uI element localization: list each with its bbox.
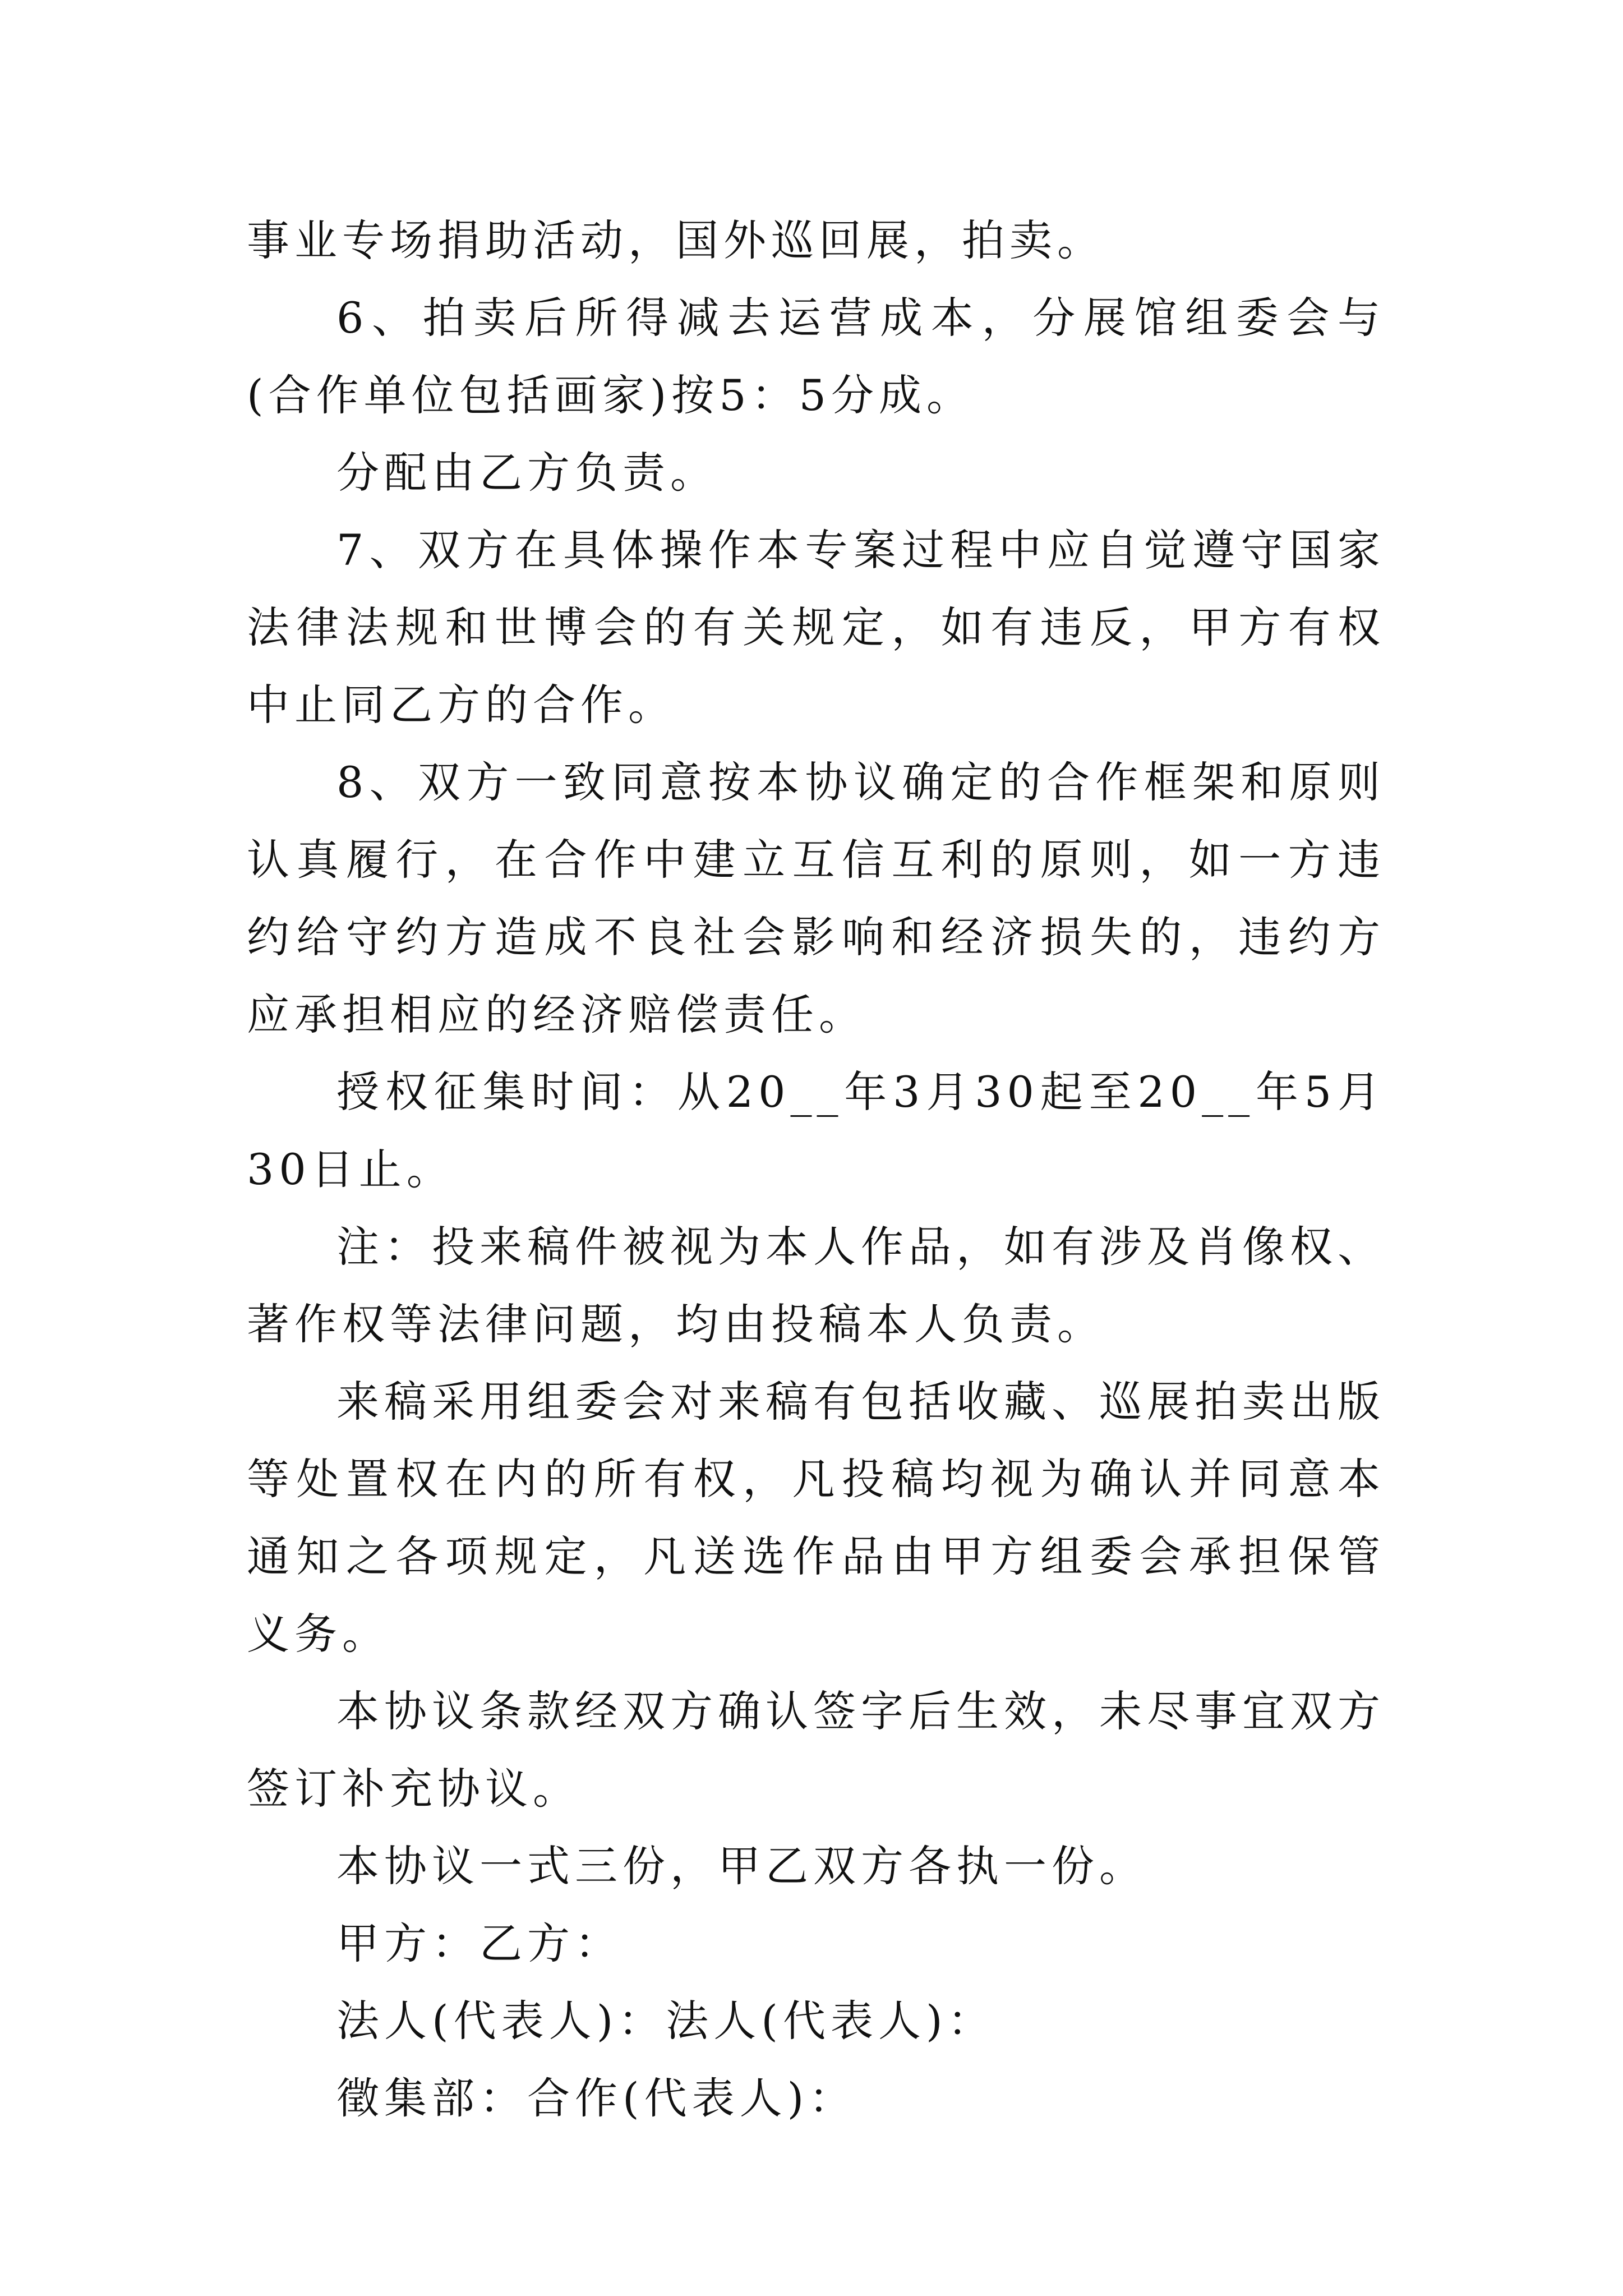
effectiveness-paragraph: 本协议条款经双方确认签字后生效，未尽事宜双方签订补充协议。 — [247, 1686, 1385, 1814]
distribution-paragraph: 分配由乙方负责。 — [336, 448, 718, 498]
party-signature-line: 甲方：乙方： — [336, 1918, 623, 1968]
clause-7-paragraph: 7、双方在具体操作本专案过程中应自觉遵守国家法律法规和世博会的有关规定，如有违反，甲方有权中止同乙方的合作。 — [247, 525, 1385, 730]
note-paragraph: 注：投来稿件被视为本人作品，如有涉及肖像权、著作权等法律问题，均由投稿本人负责。 — [247, 1222, 1385, 1349]
collection-department-line: 徵集部：合作(代表人)： — [336, 2073, 857, 2123]
legal-representative-line: 法人(代表人)：法人(代表人)： — [336, 1996, 995, 2046]
document-body — [247, 202, 1385, 2137]
submission-rights-paragraph: 来稿采用组委会对来稿有包括收藏、巡展拍卖出版等处置权在内的所有权，凡投稿均视为确认并同意本通知之各项规定，凡送选作品由甲方组委会承担保管义务。 — [247, 1377, 1385, 1659]
paragraph-continuation: 事业专场捐助活动，国外巡回展，拍卖。 — [247, 215, 1105, 265]
clause-6-paragraph: 6、拍卖后所得减去运营成本，分展馆组委会与(合作单位包括画家)按5：5分成。 — [247, 293, 1385, 420]
copies-paragraph: 本协议一式三份，甲乙双方各执一份。 — [336, 1841, 1147, 1891]
clause-8-paragraph: 8、双方一致同意按本协议确定的合作框架和原则认真履行，在合作中建立互信互利的原则，如一方违约给守约方造成不良社会影响和经济损失的，违约方应承担相应的经济赔偿责任。 — [247, 757, 1385, 1039]
authorization-period-paragraph: 授权征集时间：从20__年3月30起至20__年5月30日止。 — [247, 1067, 1385, 1194]
